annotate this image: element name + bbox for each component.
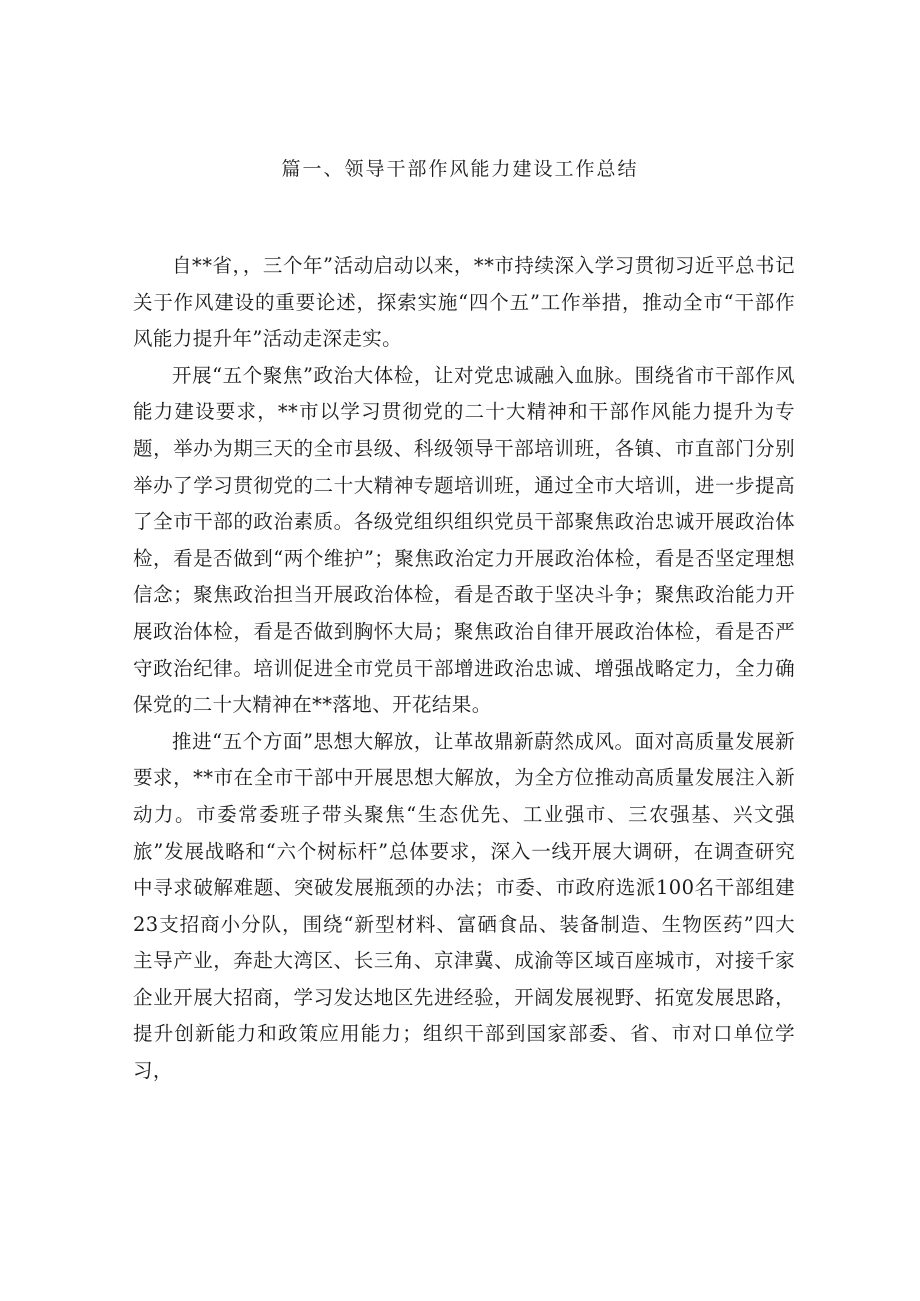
paragraph-political-checkup: 开展“五个聚焦”政治大体检，让对党忠诚融入血脉。围绕省市干部作风能力建设要求，**市以学习贯彻党的二十大精神和干部作风能力提升为专题，举办为期三天的全市县级、科级领导干部培训班，各镇、市直部门分别举办了学习贯彻党的二十大精神专题培训班，通过全市大培训，进一步提高了全市干部的政治素质。各级党组织组织党员干部聚焦政治忠诚开展政治体检，看是否做到“两个维护”；聚焦政治定力开展政治体检，看是否坚定理想信念；聚焦政治担当开展政治体检，看是否敢于坚决斗争；聚焦政治能力开展政治体检，看是否做到胸怀大局；聚焦政治自律开展政治体检，看是否严守政治纪律。培训促进全市党员干部增进政治忠诚、增强战略定力，全力确保党的二十大精神在**落地、开花结果。 bbox=[133, 363, 795, 717]
page-title: 篇一、领导干部作风能力建设工作总结 bbox=[281, 158, 639, 180]
document-body bbox=[133, 248, 795, 1090]
paragraph-intro: 自**省，，三个年”活动启动以来，**市持续深入学习贯彻习近平总书记关于作风建设的重要论述，探索实施“四个五”工作举措，推动全市“干部作风能力提升年”活动走深走实。 bbox=[133, 254, 795, 351]
paragraph-thought-liberation: 推进“五个方面”思想大解放，让革故鼎新蔚然成风。面对高质量发展新要求，**市在全市干部中开展思想大解放，为全方位推动高质量发展注入新动力。市委常委班子带头聚焦“生态优先、工业强市、三农强基、兴文强旅”发展战略和“六个树标杆”总体要求，深入一线开展大调研，在调查研究中寻求破解难题、突破发展瓶颈的办法；市委、市政府选派100名干部组建23支招商小分队，围绕“新型材料、富硒食品、装备制造、生物医药”四大主导产业，奔赴大湾区、长三角、京津冀、成渝等区域百座城市，对接千家企业开展大招商，学习发达地区先进经验，开阔发展视野、拓宽发展思路，提升创新能力和政策应用能力；组织干部到国家部委、省、市对口单位学习， bbox=[133, 729, 795, 1083]
